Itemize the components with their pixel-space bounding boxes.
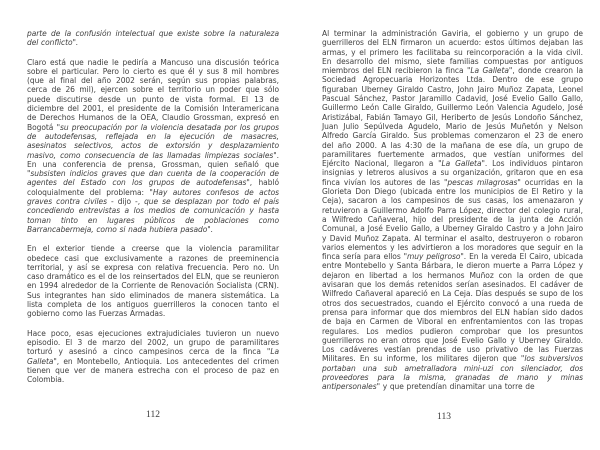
- paragraph: parte de la confusión intelectual que existe sobre la naturaleza del conflicto".: [27, 29, 279, 48]
- page-number-left: 112: [146, 410, 160, 420]
- paragraph: En el exterior tiende a creerse que la violencia paramilitar obedece casi que exclusivamente a razones de preeminencia territorial, y así se expresa con relativa frecuencia. Pero no. Un caso dramático es el de los reinsertados del ELN, que se reunieron en 1994 alrededor de la Corriente de Renovación Socialista (CRN). Sus integrantes han sido eliminados de manera sistemática. La lista completa de los antiguos guerrilleros la conocen tanto el gobierno como las Fuerzas Armadas.: [27, 244, 279, 319]
- paragraph: Hace poco, esas ejecuciones extrajudiciales tuvieron un nuevo episodio. El 3 de marzo del 2002, un grupo de paramilitares torturó y asesinó a cinco campesinos cerca de la finca "La Galleta", en Montebello, Antioquia. Los antecedentes del crimen tienen que ver de manera estrecha con el proceso de paz en Colombia.: [27, 328, 279, 385]
- page-left-text-column: [27, 29, 279, 394]
- paragraph: Al terminar la administración Gaviria, el gobierno y un grupo de guerrilleros del ELN firmaron un acuerdo: estos últimos dejaban las armas, y el primero les facilitaba su reincorporación a la vida civil. En desarrollo del mismo, siete familias compuestas por antiguos miembros del ELN recibieron la finca "La Galleta", donde crearon la Sociedad Agropecuaria Horizontes Ltda. Dentro de ese grupo figuraban Uberney Giraldo Castro, John Jairo Muñoz Zapata, Leonel Pascual Sánchez, Pastor Jaramillo Cadavid, José Evelio Gallo Gallo, Guillermo León Calle Giraldo, Guillermo León Valencia Agudelo, José Aristizábal, Fabián Tamayo Gil, Heriberto de Jesús Londoño Sánchez, Juan Julio Sepúlveda Agudelo, Mario de Jesús Muñetón y Nelson Alfredo García Giraldo. Sus problemas comenzaron el 23 de enero del año 2000. A las 4:30 de la mañana de ese día, un grupo de paramilitares fuertemente armados, que vestían uniformes del Ejército Nacional, llegaron a "La Galleta". Los individuos pintaron insignias y letreros alusivos a su organización, gritaron que en esa finca vivían los autores de las "pescas milagrosas" ocurridas en la Glorieta Don Diego (ubicada entre los municipios de El Retiro y la Ceja), sacaron a los campesinos de sus casas, los amenazaron y retuvieron a Guillermo Adolfo Parra López, director del colegio rural, a Wilfredo Cañaveral, hijo del presidente de la junta de Acción Comunal, a José Evelio Gallo, a Uberney Giraldo Castro y a John Jairo y David Muñoz Zapata. Al terminar el asalto, destruyeron o robaron varios elementos y les advirtieron a los moradores que seguir en la finca sería para ellos "muy peligroso". En la vereda El Cairo, ubicada entre Montebello y Santa Bárbara, le dieron muerte a Parra López y dejaron en libertad a los hermanos Muñoz con la orden de que avisaran que los demás retenidos serían asesinados. El cadáver de Wilfredo Cañaveral apareció en La Ceja. Días después se supo de los otros dos secuestrados, cuando el Ejército convocó a una rueda de prensa para informar que dos miembros del ELN habían sido dados de baja en Carmen de Viboral en enfrentamientos con las tropas regulares. Los medios pudieron comprobar que los presuntos guerrilleros no eran otros que José Evelio Gallo y Uberney Giraldo. Los cadáveres vestían prendas de uso privativo de las Fuerzas Militares. En su informe, los militares dijeron que "los subversivos portaban una sub ametralladora mini-uzi con silenciador, dos proveedores para la misma, granadas de mano y minas antipersonales" y que pretendían dinamitar una torre de: [322, 29, 584, 392]
- paragraph: Claro está que nadie le pediría a Mancuso una discusión teórica sobre el particular. Pero lo cierto es que él y sus 8 mil hombres (que al final del año 2002 serán, según sus propias palabras, cerca de 26 mil), ejercen sobre el territorio un poder que sólo puede discutirse desde un punto de vista formal. El 13 de diciembre del 2001, el presidente de la Comisión Interamericana de Derechos Humanos de la OEA, Claudio Grossman, expresó en Bogotá "su preocupación por la violencia desatada por los grupos de autodefensas, reflejada en la ejecución de masacres, asesinatos selectivos, actos de extorsión y desplazamiento masivo, como consecuencia de las llamadas limpiezas sociales". En una conferencia de prensa, Grossman, quien señaló que "subsisten indicios graves que dan cuenta de la cooperación de agentes del Estado con los grupos de autodefensas", habló coloquialmente del problema: "Hay autores confesos de actos graves contra civiles - dijo -, que se desplazan por todo el país concediendo entrevistas a los medios de comunicación y hasta toman tinto en lugares públicos de poblaciones como Barrancabermeja, como si nada hubiera pasado".: [27, 57, 280, 234]
- page-number-right: 113: [437, 412, 451, 422]
- page-right-text-column: [322, 29, 583, 402]
